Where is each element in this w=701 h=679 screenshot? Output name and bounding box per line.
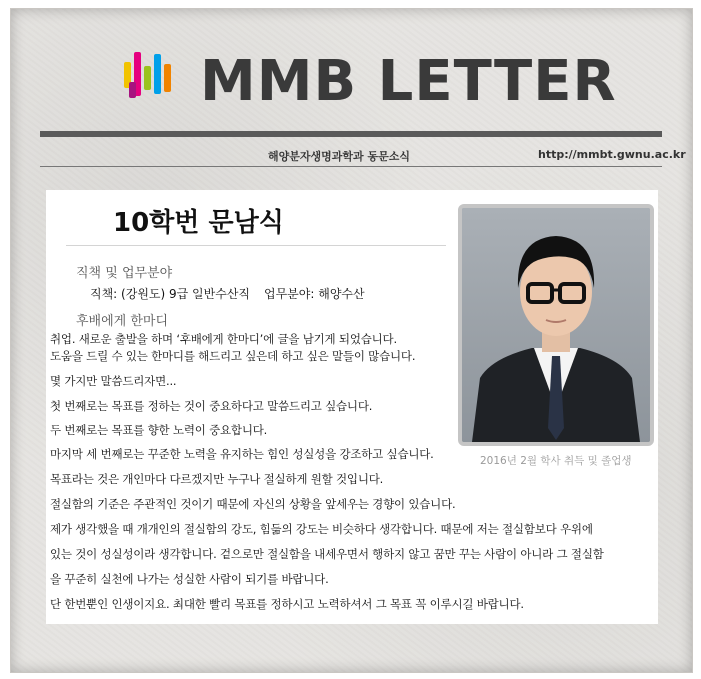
message-line: 도움을 드릴 수 있는 한마디를 해드리고 싶은데 하고 싶은 말들이 많습니다.	[50, 349, 416, 363]
profile-name: 10학번 문남식	[113, 208, 284, 238]
message-line: 취업. 새로운 출발을 하며 ‘후배에게 한마디’에 글을 남기게 되었습니다.	[50, 332, 397, 346]
portrait-image	[462, 208, 650, 442]
mmb-logo-icon	[124, 52, 172, 102]
message-section-title: 후배에게 한마디	[76, 314, 169, 329]
message-line: 제가 생각했을 때 개개인의 절실함의 강도, 힘듦의 강도는 비슷하다 생각합니다. 때문에 저는 절실함보다 우위에	[50, 522, 593, 536]
subheader-divider	[40, 166, 662, 167]
newsletter-title: MMB LETTER	[200, 49, 617, 114]
message-line: 단 한번뿐인 인생이지요. 최대한 빨리 목표를 정하시고 노력하셔서 그 목표 꼭 이루시길 바랍니다.	[50, 597, 524, 611]
header-divider	[40, 131, 662, 137]
job-position: 직책: (강원도) 9급 일반수산직	[90, 287, 250, 301]
message-line: 을 꾸준히 실천에 나가는 성실한 사람이 되기를 바랍니다.	[50, 572, 329, 586]
message-line: 첫 번째로는 목표를 정하는 것이 중요하다고 말씀드리고 싶습니다.	[50, 399, 373, 413]
department-name: 해양분자생명과학과 동문소식	[268, 150, 410, 163]
message-line: 절실함의 기준은 주관적인 것이기 때문에 자신의 상황을 앞세우는 경향이 있습니다.	[50, 497, 456, 511]
profile-photo	[458, 204, 654, 446]
message-line: 몇 가지만 말씀드리자면...	[50, 374, 177, 388]
website-link[interactable]: http://mmbt.gwnu.ac.kr	[538, 148, 686, 161]
photo-caption: 2016년 2월 학사 취득 및 졸업생	[480, 455, 632, 467]
message-line: 두 번째로는 목표를 향한 노력이 중요합니다.	[50, 423, 268, 437]
job-section-title: 직책 및 업무분야	[76, 266, 173, 281]
message-line: 있는 것이 성실성이라 생각합니다. 겉으로만 절실함을 내세우면서 행하지 않고 꿈만 꾸는 사람이 아니라 그 절실함	[50, 547, 604, 561]
job-details	[90, 285, 365, 302]
message-line: 목표라는 것은 개인마다 다르겠지만 누구나 절실하게 원할 것입니다.	[50, 472, 384, 486]
name-divider	[66, 245, 446, 246]
job-field: 업무분야: 해양수산	[264, 287, 365, 301]
message-line: 마지막 세 번째로는 꾸준한 노력을 유지하는 힘인 성실성을 강조하고 싶습니다.	[50, 447, 434, 461]
